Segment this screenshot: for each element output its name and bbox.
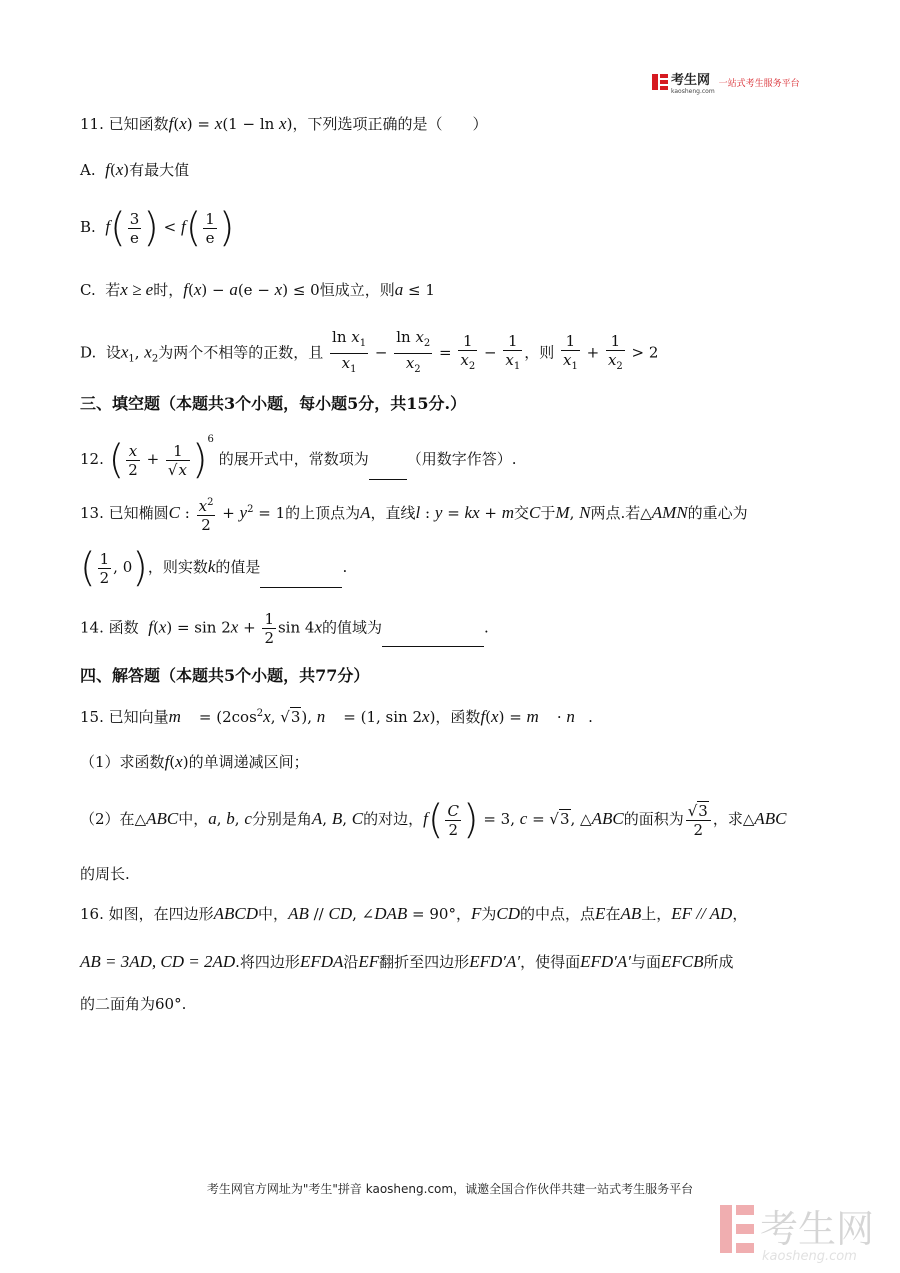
q15-stem: 15. 已知向量m⃗ = ($2\cos^2x$, √3), n⃗ = (1, sin 2x)，函数f(x) = m⃗ · n⃗. [80,707,593,726]
q16-line2: AB = 3AD, CD = 2AD.将四边形EFDA沿EF翻折至四边形EFD′A′，使得面EFD′A′与面EFCB所成 [80,952,734,971]
header-logo [652,72,800,95]
q15-part2: （2）在△ABC中，a, b, c分别是角A, B, C的对边，f( $\frac{C}{2}$ ) = 3, c = √3, △ABC的面积为 $\frac{√3}{2}$ ，求△ABC [80,797,787,843]
section-4-heading: 四、解答题（本题共5个小题，共77分） [80,666,370,685]
watermark-text: 考生网 [760,1207,875,1251]
watermark-logo-icon [720,1205,754,1253]
q13-line2: ( $\frac{1}{2}$ , 0)，则实数k的值是 . [80,545,348,591]
q15-part2-end: 的周长. [80,865,130,883]
watermark [720,1205,875,1264]
q11-option-b: B. f( $\frac{3}{e}$ ) < f( $\frac{1}{e}$ ) [80,205,235,251]
q11-stem: 11. 已知函数f(x) = x(1 − ln x)，下列选项正确的是（ ） [80,114,488,133]
section-3-heading: 三、填空题（本题共3个小题，每小题5分，共15分.） [80,394,467,413]
q14: 14. 函数 f(x) = sin 2x + $\frac{1}{2}$ sin 4x的值域为 . [80,610,489,647]
q13-line1: 13. 已知椭圆C : $\frac{x^2}{2}$ + $y^2 = 1$的上顶点为A，直线l : y = kx + m交C于M, N两点.若△AMN的重心为 [80,494,748,534]
q16-line1: 16. 如图，在四边形ABCD中，AB // CD, ∠DAB = 90°，F为CD的中点，点E在AB上，EF // AD， [80,904,748,923]
q16-line3: 的二面角为60°. [80,995,187,1013]
logo-name: 考生网 [671,73,711,88]
logo-mark-icon [652,74,668,90]
q11-option-d: D. 设$x_1$, $x_2$为两个不相等的正数，且 $\frac{\ln x_1}{x_1}$ − $\frac{\ln x_2}{x_2}$ = $\frac{1}{x_2}$ − $\frac{1}{x_1}$ ，则 $\frac{1}{x_1}$ + $\frac{1}{x_2}$ > 2 [80,328,659,375]
q11-option-a: A. f(x)有最大值 [80,160,190,179]
q11-option-c: C. 若x ≥ e时，f(x) − a(e − x) ≤ 0恒成立，则a ≤ 1 [80,280,435,299]
logo-slogan: 一站式考生服务平台 [718,78,800,89]
footer-text: 考生网官方网址为"考生"拼音 kaosheng.com，诚邀全国合作伙伴共建一站式考生服务平台 [206,1182,694,1196]
q15-part1: （1）求函数f(x)的单调递减区间； [80,752,309,771]
watermark-domain: kaosheng.com [762,1249,857,1264]
q12: 12. ( $\frac{x}{2}$ + $\frac{1}{√x}$ )$^6$ 的展开式中，常数项为 （用数字作答）. [80,434,517,483]
logo-domain: kaosheng.com [671,88,715,95]
